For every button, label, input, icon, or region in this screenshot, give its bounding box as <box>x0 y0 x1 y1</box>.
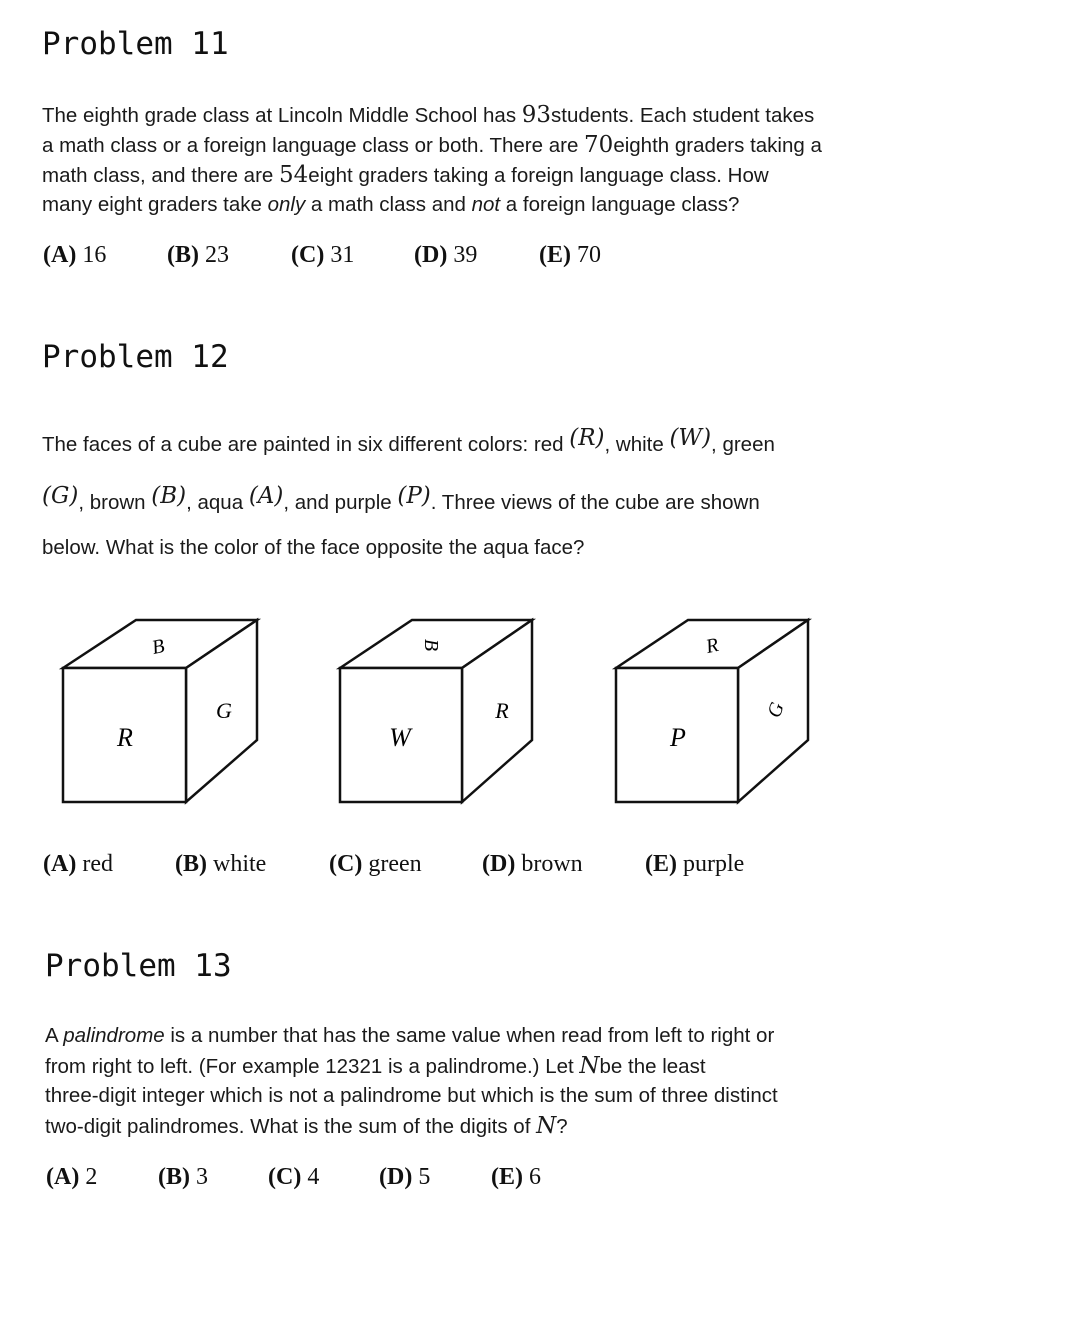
choice-b: (B) 3 <box>158 1164 208 1190</box>
choice-a: (A) 2 <box>46 1164 98 1190</box>
choice-e: (E) 70 <box>539 242 601 268</box>
cube-3-side-label: G <box>763 699 789 721</box>
cube-view-2 <box>340 620 532 802</box>
choice-d: (D) 39 <box>414 242 478 268</box>
cube-3-front-label: P <box>670 723 686 752</box>
cube-2-front-label: W <box>389 723 411 752</box>
problem-13-title: Problem 13 <box>45 948 232 984</box>
cube-view-3 <box>616 620 808 802</box>
cube-1-top-label: B <box>149 634 167 660</box>
problem-12-title: Problem 12 <box>42 339 229 375</box>
choice-e: (E) purple <box>645 851 745 877</box>
cube-2-side-label: R <box>495 698 509 723</box>
choice-a: (A) 16 <box>43 242 107 268</box>
choice-c: (C) 4 <box>268 1164 320 1190</box>
cube-1-side-label: G <box>216 698 232 723</box>
cube-1-front-label: R <box>117 723 133 752</box>
choice-e: (E) 6 <box>491 1164 541 1190</box>
problem-11-title: Problem 11 <box>42 26 229 62</box>
cube-2-top-label: B <box>420 638 442 652</box>
cube-3-top-label: R <box>703 633 721 659</box>
choice-c: (C) green <box>329 851 422 877</box>
choice-b: (B) white <box>175 851 267 877</box>
choice-c: (C) 31 <box>291 242 355 268</box>
choice-d: (D) brown <box>482 851 583 877</box>
cube-view-1 <box>63 620 257 802</box>
choice-d: (D) 5 <box>379 1164 431 1190</box>
choice-b: (B) 23 <box>167 242 229 268</box>
cube-views-figure <box>0 600 860 820</box>
choice-a: (A) red <box>43 851 113 877</box>
